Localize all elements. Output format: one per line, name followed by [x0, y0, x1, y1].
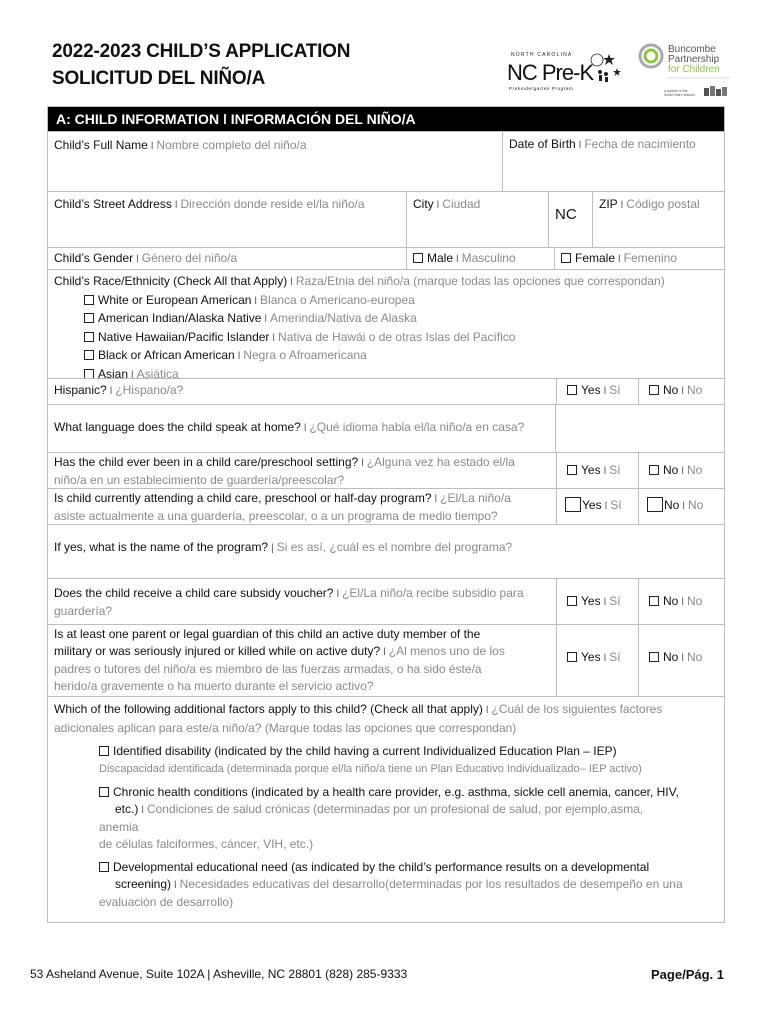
- race-label: Child’s Race/Ethnicity (Check All that Apply): [54, 274, 288, 288]
- full-name-field[interactable]: Child’s Full Name ǀ Nombre completo del niño/a: [54, 138, 307, 152]
- name-dob-row: [48, 131, 724, 191]
- race-option[interactable]: Black or African American ǀ Negra o Afroamericana: [84, 347, 718, 366]
- race-option-label-es: Amerindia/Nativa de Alaska: [270, 311, 417, 325]
- race-options: [54, 292, 718, 385]
- no-label-es: No: [686, 383, 703, 397]
- developmental-label: Developmental educational need (as indicated by the child’s performance results on a developmental: [113, 860, 650, 874]
- zip-label: ZIP: [599, 197, 618, 211]
- hispanic-label-es: ¿Hispano/a?: [115, 383, 184, 397]
- childcare-current-yes-checkbox[interactable]: [565, 497, 581, 512]
- no-checkbox[interactable]: [649, 465, 659, 475]
- svg-text:for Children: for Children: [668, 64, 720, 75]
- race-checkbox[interactable]: [84, 350, 94, 360]
- childcare-current-yes-option[interactable]: Yes ǀ Sí: [556, 489, 638, 524]
- race-checkbox[interactable]: [84, 332, 94, 342]
- yes-label: Yes: [581, 594, 601, 608]
- title-spanish: SOLICITUD DEL NIÑO/A: [52, 68, 266, 89]
- language-label: What language does the child speak at home?: [54, 420, 301, 434]
- childcare-ever-question: Has the child ever been in a child care/preschool setting? ǀ ¿Alguna vez ha estado el/la niño/a en un establecimiento de guardería/preescolar?: [54, 455, 515, 487]
- svg-text:NORTH CAROLINA: NORTH CAROLINA: [511, 52, 573, 58]
- race-option-label: American Indian/Alaska Native: [98, 311, 262, 325]
- male-checkbox[interactable]: [413, 253, 423, 263]
- chronic-health-label-cont: etc.): [115, 802, 139, 816]
- childcare-current-no-checkbox[interactable]: [647, 497, 663, 512]
- no-label-es: No: [687, 498, 704, 512]
- childcare-ever-yes-option[interactable]: Yes ǀ Sí: [556, 453, 638, 488]
- military-label-cont: military or was seriously injured or killed while on active duty?: [54, 644, 381, 658]
- subsidy-row: [48, 578, 724, 624]
- race-checkbox[interactable]: [84, 313, 94, 323]
- svg-text:NC Pre-K: NC Pre-K: [507, 60, 594, 85]
- buncombe-partnership-logo: [638, 40, 738, 100]
- race-option[interactable]: Native Hawaiian/Pacific Islander ǀ Nativa de Hawái o de otras Islas del Pacífico: [84, 329, 718, 348]
- factor-disability: [54, 743, 718, 778]
- yes-checkbox[interactable]: [567, 596, 577, 606]
- hispanic-question: Hispanic? ǀ ¿Hispano/a?: [54, 383, 184, 397]
- subsidy-no-option[interactable]: No ǀ No: [638, 579, 724, 624]
- yes-checkbox[interactable]: [567, 465, 577, 475]
- state-field: NC: [548, 192, 592, 247]
- yes-label: Yes: [581, 383, 601, 397]
- nc-prek-logo: [505, 48, 623, 94]
- gender-label-cell: Child’s Gender ǀ Género del niño/a: [54, 251, 238, 265]
- street-label-es: Dirección donde reside el/la niño/a: [180, 197, 365, 211]
- no-checkbox[interactable]: [649, 385, 659, 395]
- date-of-birth-field[interactable]: Date of Birth ǀ Fecha de nacimiento: [502, 132, 724, 191]
- yes-label-es: Sí: [609, 463, 621, 477]
- hispanic-no-option[interactable]: No ǀ No: [638, 379, 724, 404]
- race-checkbox[interactable]: [84, 295, 94, 305]
- childcare-ever-label: Has the child ever been in a child care/preschool setting?: [54, 455, 359, 469]
- female-checkbox[interactable]: [561, 253, 571, 263]
- subsidy-yes-option[interactable]: Yes ǀ Sí: [556, 579, 638, 624]
- no-label-es: No: [686, 594, 703, 608]
- yes-label-es: Sí: [609, 594, 621, 608]
- developmental-label-es: Necesidades educativas del desarrollo(determinadas por los resultados de desempeño en una: [179, 877, 683, 891]
- male-label-es: Masculino: [461, 251, 516, 265]
- gender-label: Child’s Gender: [54, 251, 134, 265]
- no-checkbox[interactable]: [649, 596, 659, 606]
- military-no-option[interactable]: No ǀ No: [638, 625, 724, 696]
- factors-label: Which of the following additional factors apply to this child? (Check all that apply): [54, 702, 483, 716]
- race-option-label-es: Blanca o Americano-europea: [260, 292, 415, 307]
- factors-label-es: ¿Cuál de los siguientes factores: [491, 702, 663, 716]
- race-option-label: Native Hawaiian/Pacific Islander: [98, 329, 270, 344]
- childcare-current-question: Is child currently attending a child care, preschool or half-day program? ǀ ¿El/La niño/a asiste actualmente a una guardería, preescolar, o a un programa de medio tiempo?: [54, 491, 511, 523]
- military-label-es-cont: padres o tutores del niño/a es miembro de las fuerzas armadas, o ha sido éste/a: [54, 662, 482, 676]
- full-name-label: Child’s Full Name: [54, 138, 148, 152]
- race-checkbox[interactable]: [84, 369, 94, 379]
- developmental-label-es-cont: evaluación de desarrollo): [99, 895, 234, 909]
- hispanic-yes-option[interactable]: Yes ǀ Sí: [556, 379, 638, 404]
- program-name-label: If yes, what is the name of the program?: [54, 540, 269, 554]
- zip-label-es: Código postal: [626, 197, 700, 211]
- disability-label-es: Discapacidad identificada (determinada porque el/la niño/a tiene un Plan Educativo Individualizado– IEP activo): [99, 763, 642, 775]
- factors-label-es-cont: adicionales aplican para este/a niño/a? (Marque todas las opciones que correspondan): [54, 720, 517, 735]
- childcare-current-label: Is child currently attending a child care, preschool or half-day program?: [54, 491, 432, 505]
- no-label: No: [663, 594, 679, 608]
- disability-checkbox[interactable]: [99, 746, 109, 756]
- program-name-label-es: Si es así, ¿cuál es el nombre del programa?: [276, 540, 513, 554]
- full-name-label-es: Nombre completo del niño/a: [156, 138, 307, 152]
- program-name-row: [48, 524, 724, 578]
- female-label-es: Femenino: [623, 251, 677, 265]
- yes-label: Yes: [582, 498, 602, 512]
- military-question: Is at least one parent or legal guardian of this child an active duty member of the military or was seriously injured or killed while on active duty? ǀ ¿Al menos uno de los padres o tutores del niño/a es miembro de las fuerzas armadas, o ha sido éste/a herido/a gravemente o ha muerto durante el servicio activo?: [54, 627, 505, 693]
- street-address-field[interactable]: Child’s Street Address ǀ Dirección donde reside el/la niño/a: [54, 197, 365, 211]
- childcare-ever-label-es: ¿Alguna vez ha estado el/la: [366, 455, 515, 469]
- no-checkbox[interactable]: [649, 652, 659, 662]
- gender-label-es: Género del niño/a: [141, 251, 238, 265]
- no-label: No: [664, 498, 680, 512]
- svg-text:a partner in the: a partner in the: [664, 89, 688, 93]
- factor-developmental: Developmental educational need (as indicated by the child’s performance results on a developmental screening) ǀ Necesidades educativas del desarrollo(determinadas por los resultados de desempeño en una evaluación de desarrollo): [99, 860, 683, 909]
- section-a-header: A: CHILD INFORMATION ǀ INFORMACIÓN DEL NIÑO/A: [48, 107, 724, 131]
- yes-label-es: Sí: [609, 383, 621, 397]
- race-row: [48, 269, 724, 381]
- race-option-label-es: Asiática: [136, 366, 179, 381]
- childcare-current-label-es: ¿El/La niño/a: [440, 491, 511, 505]
- language-row: [48, 404, 724, 452]
- no-label-es: No: [686, 650, 703, 664]
- chronic-health-label: Chronic health conditions (indicated by a health care provider, e.g. asthma, sickle cell anemia, cancer, HIV,: [113, 785, 679, 799]
- childcare-ever-row: [48, 452, 724, 488]
- chronic-health-label-es-cont2: de células falciformes, cáncer, VIH, etc.): [99, 837, 314, 851]
- military-row: [48, 624, 724, 696]
- svg-text:Prekindergarten Program: Prekindergarten Program: [509, 86, 574, 91]
- page-number: Page/Pág. 1: [651, 967, 724, 982]
- yes-checkbox[interactable]: [567, 652, 577, 662]
- dob-label-es: Fecha de nacimiento: [584, 137, 696, 151]
- no-label: No: [663, 650, 679, 664]
- race-option-label: Asian: [98, 366, 129, 381]
- race-option[interactable]: Asian ǀ Asiática: [84, 366, 718, 385]
- program-name-field[interactable]: If yes, what is the name of the program? | Si es así, ¿cuál es el nombre del programa?: [54, 540, 513, 554]
- hispanic-label: Hispanic?: [54, 383, 107, 397]
- city-field[interactable]: City ǀ Ciudad: [406, 192, 548, 247]
- factor-chronic-health: Chronic health conditions (indicated by a health care provider, e.g. asthma, sickle cell anemia, cancer, HIV, etc.) ǀ Condiciones de salud crónicas (determinadas por un profesional de salud, por ejemplo,asma, anemia de células falciformes, cáncer, VIH, etc.): [99, 785, 679, 851]
- chronic-health-checkbox[interactable]: [99, 787, 109, 797]
- footer-address: 53 Asheland Avenue, Suite 102A | Asheville, NC 28801 (828) 285-9333: [30, 967, 408, 981]
- developmental-checkbox[interactable]: [99, 862, 109, 872]
- application-form: [47, 106, 725, 923]
- subsidy-question: Does the child receive a child care subsidy voucher? ǀ ¿El/La niño/a recibe subsidio para guardería?: [54, 586, 524, 618]
- chronic-health-label-es: Condiciones de salud crónicas (determinadas por un profesional de salud, por ejemplo,asma,: [146, 802, 644, 816]
- race-option[interactable]: American Indian/Alaska Native ǀ Amerindia/Nativa de Alaska: [84, 310, 718, 329]
- factors-row: [48, 696, 724, 922]
- page-title: [52, 38, 350, 92]
- yes-label: Yes: [581, 650, 601, 664]
- language-field[interactable]: What language does the child speak at home? ǀ ¿Qué idioma habla el/la niño/a en casa?: [48, 405, 556, 452]
- no-label-es: No: [686, 463, 703, 477]
- gender-row: [48, 247, 724, 269]
- street-label: Child’s Street Address: [54, 197, 172, 211]
- childcare-current-label-es-cont: asiste actualmente a una guardería, preescolar, o a un programa de medio tiempo?: [54, 509, 498, 523]
- military-label-es: ¿Al menos uno de los: [388, 644, 505, 658]
- developmental-label-cont: screening): [115, 877, 172, 891]
- childcare-ever-label-es-cont: niño/a en un establecimiento de guardería/preescolar?: [54, 473, 345, 487]
- city-label-es: Ciudad: [442, 197, 481, 211]
- subsidy-label-es-cont: guardería?: [54, 604, 113, 618]
- yes-label-es: Sí: [609, 650, 621, 664]
- factors-question: Which of the following additional factors apply to this child? (Check all that apply) ǀ ¿Cuál de los siguientes factores adicionales aplican para este/a niño/a? (Marque todas las opciones que correspondan): [54, 702, 663, 735]
- race-option-label-es: Nativa de Hawái o de otras Islas del Pacífico: [278, 329, 516, 344]
- male-option[interactable]: Male ǀ Masculino: [406, 248, 554, 269]
- yes-checkbox[interactable]: [567, 385, 577, 395]
- zip-field[interactable]: ZIP ǀ Código postal: [592, 192, 724, 247]
- military-yes-option[interactable]: Yes ǀ Sí: [556, 625, 638, 696]
- yes-label: Yes: [581, 463, 601, 477]
- svg-text:Partnership: Partnership: [668, 54, 720, 65]
- disability-label: Identified disability (indicated by the child having a current Individualized Education Plan – IEP): [113, 744, 617, 758]
- childcare-ever-no-option[interactable]: No ǀ No: [638, 453, 724, 488]
- no-label: No: [663, 463, 679, 477]
- military-label: Is at least one parent or legal guardian of this child an active duty member of the: [54, 627, 481, 641]
- yes-label-es: Sí: [610, 498, 622, 512]
- female-option[interactable]: Female ǀ Femenino: [554, 248, 724, 269]
- hispanic-row: [48, 378, 724, 404]
- svg-text:Buncombe: Buncombe: [668, 44, 716, 55]
- subsidy-label: Does the child receive a child care subsidy voucher?: [54, 586, 334, 600]
- race-option-label: Black or African American: [98, 348, 235, 362]
- race-option-label-es: Negra o Afroamericana: [243, 348, 367, 362]
- race-option[interactable]: White or European American ǀ Blanca o Americano-europea: [84, 292, 718, 311]
- race-question: Child’s Race/Ethnicity (Check All that Apply) ǀ Raza/Etnia del niño/a (marque todas las opciones que correspondan): [54, 274, 665, 288]
- address-row: [48, 191, 724, 247]
- svg-text:Smart Start network: Smart Start network: [664, 93, 695, 97]
- language-label-es: ¿Qué idioma habla el/la niño/a en casa?: [309, 420, 525, 434]
- city-label: City: [413, 197, 434, 211]
- title-english: 2022-2023 CHILD’S APPLICATION: [52, 41, 351, 62]
- race-label-es: Raza/Etnia del niño/a (marque todas las opciones que correspondan): [295, 274, 665, 288]
- race-option-label: White or European American: [98, 292, 252, 307]
- military-label-es-cont2: herido/a gravemente o ha muerto durante el servicio activo?: [54, 679, 374, 693]
- no-label: No: [663, 383, 679, 397]
- male-label: Male: [427, 251, 454, 265]
- dob-label: Date of Birth: [509, 137, 576, 151]
- female-label: Female: [575, 251, 616, 265]
- childcare-current-row: [48, 488, 724, 524]
- subsidy-label-es: ¿El/La niño/a recibe subsidio para: [342, 586, 524, 600]
- childcare-current-no-option[interactable]: No ǀ No: [638, 489, 724, 524]
- chronic-health-label-es-cont: anemia: [99, 820, 139, 834]
